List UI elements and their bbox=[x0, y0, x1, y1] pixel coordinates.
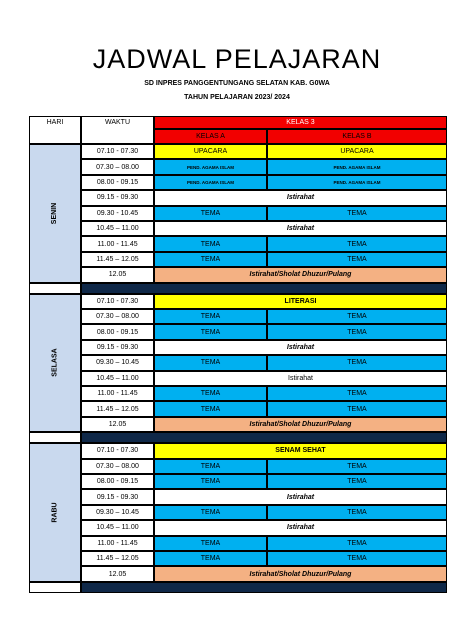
header-kelas-a: KELAS A bbox=[154, 129, 267, 144]
class-a-cell: TEMA bbox=[154, 459, 267, 474]
class-a-cell: TEMA bbox=[154, 474, 267, 489]
academic-year: TAHUN PELAJARAN 2023/ 2024 bbox=[184, 94, 290, 101]
class-a-cell: TEMA bbox=[154, 206, 267, 221]
header-kelas-3: KELAS 3 bbox=[154, 116, 447, 129]
merged-cell: Istirahat/Sholat Dhuzur/Pulang bbox=[154, 417, 447, 432]
day-label-rabu bbox=[29, 443, 81, 582]
class-a-cell: TEMA bbox=[154, 236, 267, 251]
class-b-cell: TEMA bbox=[267, 309, 447, 324]
class-b-cell: TEMA bbox=[267, 505, 447, 520]
time-cell: 09.30 - 10.45 bbox=[81, 206, 154, 221]
school-name: SD INPRES PANGGENTUNGANG SELATAN KAB. G0WA bbox=[144, 80, 330, 87]
class-b-cell: TEMA bbox=[267, 551, 447, 566]
time-cell: 07.10 - 07.30 bbox=[81, 144, 154, 159]
merged-cell: Istirahat bbox=[154, 520, 447, 535]
separator-blank bbox=[29, 582, 81, 593]
day-name: RABU bbox=[51, 502, 59, 523]
class-b-cell: UPACARA bbox=[267, 144, 447, 159]
merged-cell: Istirahat bbox=[154, 371, 447, 386]
class-a-cell: TEMA bbox=[154, 505, 267, 520]
time-cell: 08.00 - 09.15 bbox=[81, 474, 154, 489]
class-a-cell: TEMA bbox=[154, 324, 267, 339]
separator-blank bbox=[29, 283, 81, 294]
class-b-cell: TEMA bbox=[267, 386, 447, 401]
header-hari: HARI bbox=[29, 116, 81, 144]
time-cell: 08.00 - 09.15 bbox=[81, 324, 154, 339]
time-cell: 12.05 bbox=[81, 267, 154, 282]
day-name: SELASA bbox=[51, 348, 59, 378]
time-cell: 11.45 – 12.05 bbox=[81, 551, 154, 566]
time-cell: 11.00 - 11.45 bbox=[81, 236, 154, 251]
time-cell: 11.45 – 12.05 bbox=[81, 252, 154, 267]
time-cell: 10.45 – 11.00 bbox=[81, 221, 154, 236]
time-cell: 07.30 – 08.00 bbox=[81, 459, 154, 474]
class-b-cell: TEMA bbox=[267, 206, 447, 221]
class-a-cell: TEMA bbox=[154, 551, 267, 566]
class-b-cell: TEMA bbox=[267, 355, 447, 370]
merged-cell: Istirahat bbox=[154, 340, 447, 355]
time-cell: 08.00 - 09.15 bbox=[81, 175, 154, 190]
time-cell: 09.15 - 09.30 bbox=[81, 340, 154, 355]
class-b-cell: PEND. AGAMA ISLAM bbox=[267, 175, 447, 190]
class-a-cell: TEMA bbox=[154, 401, 267, 416]
merged-cell: Istirahat bbox=[154, 190, 447, 205]
class-a-cell: TEMA bbox=[154, 252, 267, 267]
merged-cell: Istirahat bbox=[154, 489, 447, 504]
time-cell: 09.15 - 09.30 bbox=[81, 489, 154, 504]
class-a-cell: PEND. AGAMA ISLAM bbox=[154, 175, 267, 190]
merged-cell: Istirahat/Sholat Dhuzur/Pulang bbox=[154, 566, 447, 581]
class-a-cell: TEMA bbox=[154, 386, 267, 401]
day-label-selasa bbox=[29, 294, 81, 433]
time-cell: 12.05 bbox=[81, 417, 154, 432]
day-separator bbox=[81, 283, 447, 294]
class-a-cell: TEMA bbox=[154, 536, 267, 551]
time-cell: 11.00 - 11.45 bbox=[81, 536, 154, 551]
schedule-table bbox=[29, 116, 447, 610]
time-cell: 11.00 - 11.45 bbox=[81, 386, 154, 401]
class-b-cell: TEMA bbox=[267, 324, 447, 339]
class-a-cell: PEND. AGAMA ISLAM bbox=[154, 159, 267, 174]
merged-cell: LITERASI bbox=[154, 294, 447, 309]
class-b-cell: TEMA bbox=[267, 236, 447, 251]
class-b-cell: TEMA bbox=[267, 536, 447, 551]
time-cell: 09.30 – 10.45 bbox=[81, 505, 154, 520]
time-cell: 07.30 – 08.00 bbox=[81, 159, 154, 174]
time-cell: 10.45 – 11.00 bbox=[81, 371, 154, 386]
class-b-cell: TEMA bbox=[267, 474, 447, 489]
day-name: SENIN bbox=[51, 202, 59, 224]
class-b-cell: TEMA bbox=[267, 459, 447, 474]
time-cell: 07.30 – 08.00 bbox=[81, 309, 154, 324]
time-cell: 09.15 - 09.30 bbox=[81, 190, 154, 205]
day-label-senin bbox=[29, 144, 81, 283]
header-kelas-b: KELAS B bbox=[267, 129, 447, 144]
time-cell: 11.45 – 12.05 bbox=[81, 401, 154, 416]
separator-blank bbox=[29, 432, 81, 443]
time-cell: 12.05 bbox=[81, 566, 154, 581]
class-a-cell: UPACARA bbox=[154, 144, 267, 159]
time-cell: 07.10 - 07.30 bbox=[81, 294, 154, 309]
class-a-cell: TEMA bbox=[154, 309, 267, 324]
day-separator bbox=[81, 582, 447, 593]
header-waktu: WAKTU bbox=[81, 116, 154, 144]
time-cell: 09.30 – 10.45 bbox=[81, 355, 154, 370]
time-cell: 10.45 – 11.00 bbox=[81, 520, 154, 535]
page-title: JADWAL PELAJARAN bbox=[92, 44, 382, 74]
time-cell: 07.10 - 07.30 bbox=[81, 443, 154, 458]
class-b-cell: TEMA bbox=[267, 401, 447, 416]
class-b-cell: TEMA bbox=[267, 252, 447, 267]
day-separator bbox=[81, 432, 447, 443]
merged-cell: Istirahat bbox=[154, 221, 447, 236]
merged-cell: SENAM SEHAT bbox=[154, 443, 447, 458]
merged-cell: Istirahat/Sholat Dhuzur/Pulang bbox=[154, 267, 447, 282]
class-b-cell: PEND. AGAMA ISLAM bbox=[267, 159, 447, 174]
class-a-cell: TEMA bbox=[154, 355, 267, 370]
